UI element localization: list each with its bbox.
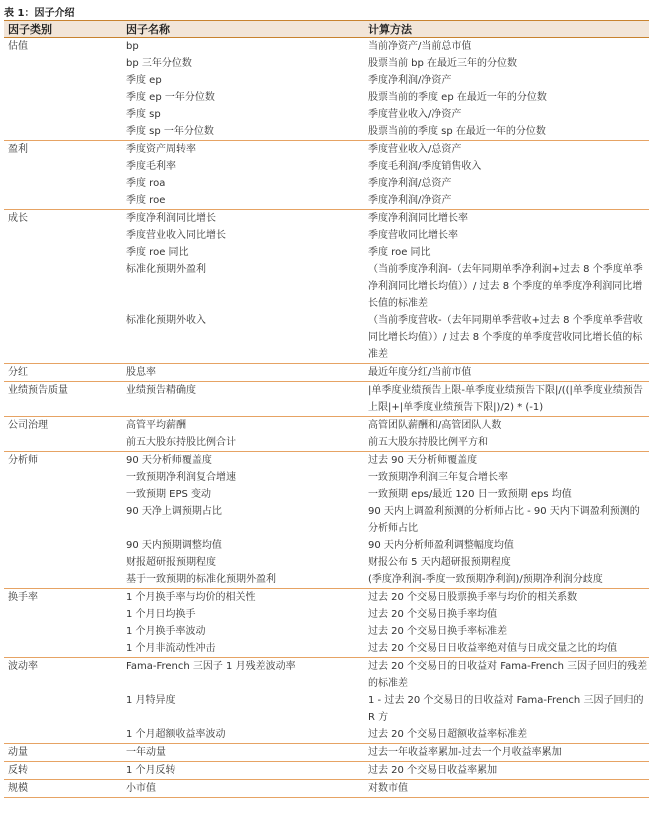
factor-name-cell: 季度 sp 一年分位数 (126, 126, 214, 137)
factor-name-cell: bp 三年分位数 (126, 58, 192, 69)
method-cell: 一致预期净利润三年复合增长率 (368, 472, 508, 483)
method-cell: 股票当前 bp 在最近三年的分位数 (368, 58, 518, 69)
header-name: 因子名称 (126, 23, 170, 36)
method-cell: 前五大股东持股比例平方和 (368, 437, 488, 448)
table-row (4, 571, 649, 588)
factor-group (4, 452, 649, 589)
method-cell: 季度营收同比增长率 (368, 230, 458, 241)
table-row (4, 192, 649, 209)
table-row (4, 141, 649, 158)
table-row (4, 175, 649, 192)
factor-name-cell: 业绩预告精确度 (126, 385, 196, 396)
category-cell: 盈利 (8, 144, 28, 155)
table-row (4, 106, 649, 123)
header-method: 计算方法 (368, 23, 412, 36)
table-row (4, 640, 649, 657)
method-cell: 最近年度分红/当前市值 (368, 367, 472, 378)
table-row (4, 692, 649, 726)
factor-name-cell: 1 个月超额收益率波动 (126, 729, 226, 740)
factor-name-cell: Fama-French 三因子 1 月残差波动率 (126, 661, 296, 672)
table-row (4, 606, 649, 623)
factor-name-cell: 1 个月日均换手 (126, 609, 196, 620)
factor-name-cell: 1 个月换手率波动 (126, 626, 206, 637)
table-row (4, 623, 649, 640)
factor-name-cell: 季度 sp (126, 109, 161, 120)
factor-name-cell: 季度资产周转率 (126, 144, 196, 155)
table-row (4, 434, 649, 451)
table-row (4, 158, 649, 175)
factor-group (4, 417, 649, 452)
method-cell: 过去一年收益率累加-过去一个月收益率累加 (368, 747, 562, 758)
factor-name-cell: 季度 roa (126, 178, 166, 189)
table-row (4, 72, 649, 89)
table-row (4, 469, 649, 486)
table-row (4, 486, 649, 503)
table-row (4, 382, 649, 416)
method-cell: 高管团队薪酬和/高管团队人数 (368, 420, 502, 431)
header-category: 因子类别 (8, 23, 52, 36)
method-cell: 股票当前的季度 ep 在最近一年的分位数 (368, 92, 547, 103)
method-cell: |单季度业绩预告上限-单季度业绩预告下限|/((|单季度业绩预告上限|+|单季度业绩预告下限|)/2) * (-1) (368, 385, 643, 413)
factor-name-cell: 1 月特异度 (126, 695, 176, 706)
factor-name-cell: 标准化预期外盈利 (126, 264, 206, 275)
factor-name-cell: 1 个月反转 (126, 765, 176, 776)
factor-group (4, 141, 649, 210)
method-cell: 股票当前的季度 sp 在最近一年的分位数 (368, 126, 546, 137)
method-cell: 过去 20 个交易日的日收益对 Fama-French 三因子回归的残差的标准差 (368, 661, 648, 689)
table-row (4, 55, 649, 72)
method-cell: 过去 20 个交易日股票换手率与均价的相关系数 (368, 592, 578, 603)
method-cell: （当前季度营收-（去年同期单季营收+过去 8 个季度单季营收同比增长均值））/ 过去 8 个季度的单季度营收同比增长值的标准差 (368, 315, 643, 360)
category-cell: 分析师 (8, 455, 38, 466)
table-header (4, 20, 649, 38)
category-cell: 反转 (8, 765, 28, 776)
factor-name-cell: 高管平均薪酬 (126, 420, 186, 431)
factor-group (4, 382, 649, 417)
table-row (4, 726, 649, 743)
category-cell: 成长 (8, 213, 28, 224)
method-cell: (季度净利润-季度一致预期净利润)/预期净利润分歧度 (368, 574, 603, 585)
table-row (4, 762, 649, 779)
method-cell: 过去 20 个交易日超额收益率标准差 (368, 729, 528, 740)
table-row (4, 658, 649, 692)
method-cell: 一致预期 eps/最近 120 日一致预期 eps 均值 (368, 489, 572, 500)
method-cell: 90 天内分析师盈利调整幅度均值 (368, 540, 514, 551)
factor-name-cell: 1 个月非流动性冲击 (126, 643, 216, 654)
table-row (4, 452, 649, 469)
factor-name-cell: 基于一致预期的标准化预期外盈利 (126, 574, 276, 585)
factor-group (4, 589, 649, 658)
table-row (4, 417, 649, 434)
factor-name-cell: 季度 roe 同比 (126, 247, 189, 258)
factor-name-cell: 季度 ep (126, 75, 162, 86)
table-row (4, 589, 649, 606)
method-cell: 季度营业收入/净资产 (368, 109, 462, 120)
factor-name-cell: 季度 ep 一年分位数 (126, 92, 215, 103)
table-row (4, 780, 649, 797)
method-cell: 过去 20 个交易日换手率均值 (368, 609, 498, 620)
table-row (4, 364, 649, 381)
factor-group (4, 762, 649, 780)
method-cell: 过去 20 个交易日换手率标准差 (368, 626, 508, 637)
method-cell: （当前季度净利润-（去年同期单季净利润+过去 8 个季度单季净利润同比增长均值））/ 过去 8 个季度的单季度净利润同比增长值的标准差 (368, 264, 643, 309)
table-row (4, 210, 649, 227)
category-cell: 动量 (8, 747, 28, 758)
factor-name-cell: 90 天内预期调整均值 (126, 540, 222, 551)
factor-name-cell: 股息率 (126, 367, 156, 378)
factor-name-cell: 一年动量 (126, 747, 166, 758)
table-row (4, 744, 649, 761)
table-row (4, 244, 649, 261)
category-cell: 业绩预告质量 (8, 385, 68, 396)
category-cell: 规模 (8, 783, 28, 794)
method-cell: 季度 roe 同比 (368, 247, 431, 258)
factor-name-cell: 标准化预期外收入 (126, 315, 206, 326)
factor-name-cell: 一致预期净利润复合增速 (126, 472, 236, 483)
method-cell: 过去 20 个交易日收益率累加 (368, 765, 498, 776)
factor-name-cell: 季度毛利率 (126, 161, 176, 172)
factor-name-cell: 财报超研报预期程度 (126, 557, 216, 568)
category-cell: 分红 (8, 367, 28, 378)
category-cell: 换手率 (8, 592, 38, 603)
table-row (4, 38, 649, 55)
method-cell: 季度净利润同比增长率 (368, 213, 468, 224)
method-cell: 季度营业收入/总资产 (368, 144, 462, 155)
method-cell: 季度净利润/总资产 (368, 178, 452, 189)
table-row (4, 89, 649, 106)
factor-name-cell: bp (126, 41, 139, 52)
factor-group (4, 38, 649, 141)
table-caption: 表 1：因子介绍 (4, 8, 75, 19)
category-cell: 估值 (8, 41, 28, 52)
factor-table (4, 20, 649, 798)
table-row (4, 554, 649, 571)
factor-name-cell: 季度 roe (126, 195, 166, 206)
table-body (4, 38, 649, 798)
method-cell: 财报公布 5 天内超研报预期程度 (368, 557, 511, 568)
table-row (4, 312, 649, 363)
factor-group (4, 364, 649, 382)
table-row (4, 503, 649, 537)
factor-group (4, 658, 649, 744)
table-row (4, 261, 649, 312)
method-cell: 季度净利润/净资产 (368, 195, 452, 206)
table-row (4, 537, 649, 554)
method-cell: 过去 20 个交易日日收益率绝对值与日成交量之比的均值 (368, 643, 618, 654)
factor-group (4, 780, 649, 798)
factor-name-cell: 小市值 (126, 783, 156, 794)
method-cell: 季度毛利润/季度销售收入 (368, 161, 482, 172)
table-row (4, 123, 649, 140)
table-row (4, 227, 649, 244)
factor-group (4, 210, 649, 364)
category-cell: 公司治理 (8, 420, 48, 431)
method-cell: 过去 90 天分析师覆盖度 (368, 455, 478, 466)
factor-name-cell: 1 个月换手率与均价的相关性 (126, 592, 256, 603)
factor-group (4, 744, 649, 762)
method-cell: 当前净资产/当前总市值 (368, 41, 472, 52)
factor-name-cell: 90 天分析师覆盖度 (126, 455, 212, 466)
factor-name-cell: 前五大股东持股比例合计 (126, 437, 236, 448)
category-cell: 波动率 (8, 661, 38, 672)
method-cell: 1 - 过去 20 个交易日的日收益对 Fama-French 三因子回归的 R 方 (368, 695, 644, 723)
method-cell: 对数市值 (368, 783, 408, 794)
factor-name-cell: 季度净利润同比增长 (126, 213, 216, 224)
method-cell: 季度净利润/净资产 (368, 75, 452, 86)
factor-name-cell: 90 天净上调预期占比 (126, 506, 222, 517)
factor-name-cell: 季度营业收入同比增长 (126, 230, 226, 241)
method-cell: 90 天内上调盈利预测的分析师占比 - 90 天内下调盈利预测的分析师占比 (368, 506, 640, 534)
factor-name-cell: 一致预期 EPS 变动 (126, 489, 212, 500)
